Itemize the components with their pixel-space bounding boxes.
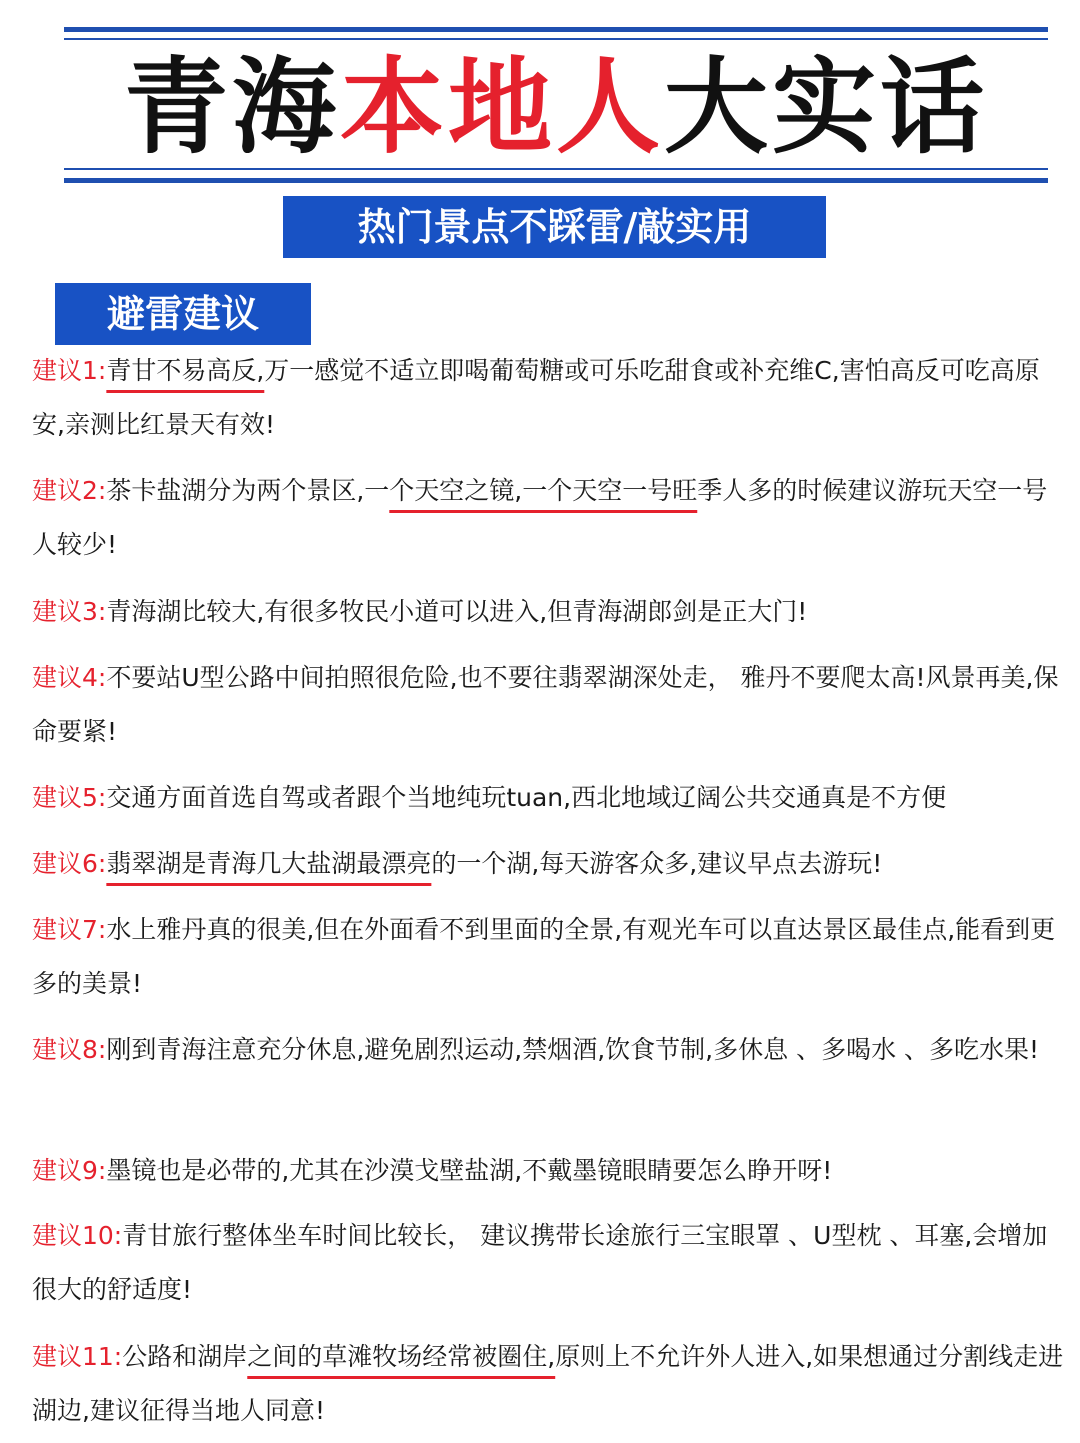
tip-label: 建议2: — [32, 476, 107, 505]
tip-label: 建议5: — [32, 783, 107, 812]
tip-text: 墨镜也是必带的,尤其在沙漠戈壁盐湖,不戴墨镜眼睛要怎么睁开呀! — [106, 1156, 833, 1185]
tip-highlight: 之间的草滩牧场经常被圈住, — [247, 1342, 556, 1371]
tip-1 — [32, 344, 1068, 452]
title-part-1: 青海 — [123, 46, 340, 168]
tip-label: 建议3: — [32, 597, 107, 626]
tip-text: 茶卡盐湖分为两个景区,一 — [106, 476, 390, 505]
bottom-rule-thick — [64, 178, 1048, 183]
tip-10 — [32, 1209, 1068, 1317]
section-label: 避雷建议 — [55, 283, 311, 345]
tip-text: 水上雅丹真的很美,但在外面看不到里面的全景,有观光车可以直达景区最佳点,能看到更多的美景! — [32, 915, 1056, 998]
tip-text: 青甘旅行整体坐车时间比较长， 建议携带长途旅行三宝眼罩 、U型枕 、耳塞,会增加很大的舒适度! — [32, 1221, 1048, 1304]
top-rule-thin — [64, 38, 1048, 40]
page-title — [64, 48, 1048, 166]
tip-highlight: 个天空之镜,一个天空一号旺 — [389, 476, 698, 505]
top-rule-thick — [64, 27, 1048, 32]
tip-text: 公路和湖岸 — [122, 1342, 248, 1371]
tip-11 — [32, 1330, 1068, 1438]
tip-3 — [32, 585, 1068, 639]
tip-9 — [32, 1144, 1068, 1198]
bottom-rule-thin — [64, 168, 1048, 170]
tip-text: 原则上不允许外人进入,如果想通过分割线走进湖边,建议征得当地人同意! — [32, 1342, 1064, 1425]
tip-text: 刚到青海注意充分休息,避免剧烈运动,禁烟酒,饮食节制,多休息 、多喝水 、多吃水果! — [106, 1035, 1040, 1064]
tip-text: 青海湖比较大,有很多牧民小道可以进入,但青海湖郎剑是正大门! — [106, 597, 808, 626]
tip-label: 建议9: — [32, 1156, 107, 1185]
tip-label: 建议8: — [32, 1035, 107, 1064]
tip-highlight: 翡翠湖是青海几大盐湖最漂亮 — [106, 849, 432, 878]
tip-label: 建议4: — [32, 663, 107, 692]
tip-label: 建议1: — [32, 356, 107, 385]
tip-6 — [32, 837, 1068, 891]
tip-4 — [32, 651, 1068, 759]
tip-8 — [32, 1023, 1068, 1077]
tip-5 — [32, 771, 1068, 825]
tip-highlight: 青甘不易高反, — [106, 356, 265, 385]
tip-label: 建议7: — [32, 915, 107, 944]
tip-text: 季人多的时候建议游玩天空一号人较少! — [32, 476, 1048, 559]
subtitle-banner: 热门景点不踩雷/敲实用 — [283, 196, 826, 258]
tip-text: 交通方面首选自驾或者跟个当地纯玩tuan,西北地域辽阔公共交通真是不方便 — [106, 783, 947, 812]
tip-2 — [32, 464, 1068, 572]
title-part-2: 本地人 — [339, 46, 664, 168]
tip-7 — [32, 903, 1068, 1011]
title-part-3: 大实话 — [664, 46, 989, 168]
tip-text: 万一感觉不适立即喝葡萄糖或可乐吃甜食或补充维C,害怕高反可吃高原安,亲测比红景天有效! — [32, 356, 1040, 439]
tip-label: 建议6: — [32, 849, 107, 878]
tip-label: 建议10: — [32, 1221, 123, 1250]
tip-label: 建议11: — [32, 1342, 123, 1371]
tip-text: 的一个湖,每天游客众多,建议早点去游玩! — [431, 849, 883, 878]
tip-text: 不要站U型公路中间拍照很危险,也不要往翡翠湖深处走， 雅丹不要爬太高!风景再美,保命要紧! — [32, 663, 1059, 746]
